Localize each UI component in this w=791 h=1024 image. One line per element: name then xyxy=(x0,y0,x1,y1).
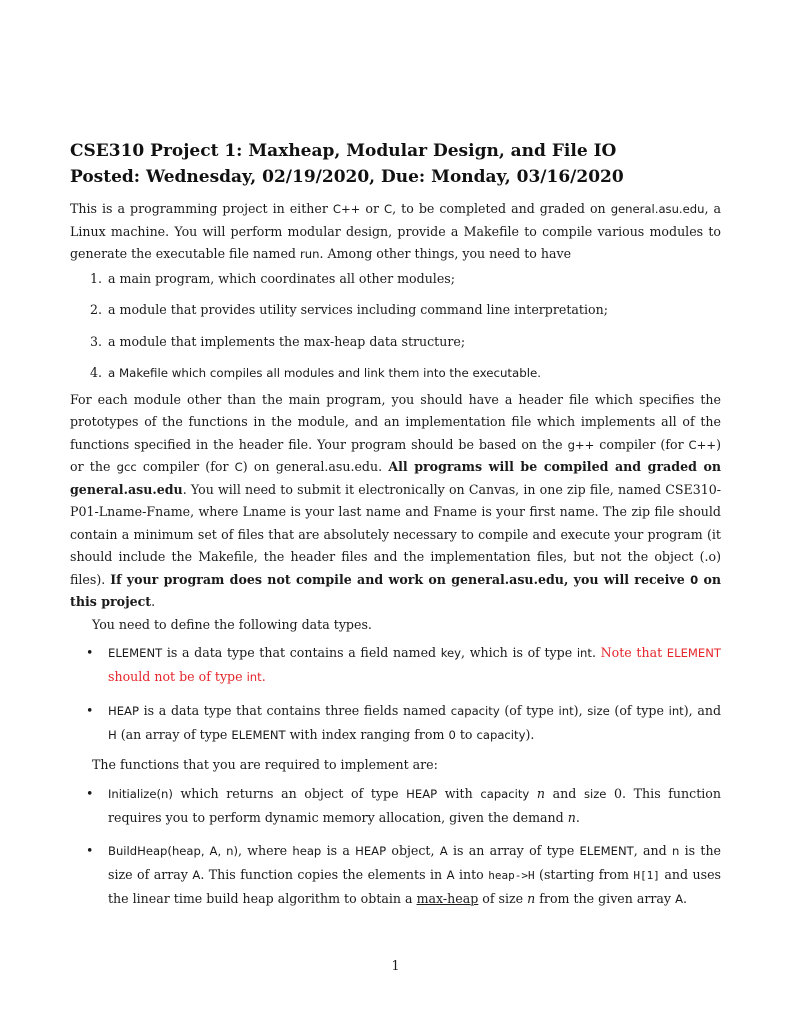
grading-note: All programs will be compiled and graded on general.asu.edu xyxy=(70,459,722,497)
list-item: • Initialize(n) which returns an object of type HEAP with capacity n and size 0. This function requires you to perform dynamic memory allocation, given the demand n. xyxy=(86,785,721,825)
function-signature: Initialize(n) xyxy=(108,786,173,801)
list-item: 4. a Makefile which compiles all modules and link them into the executable. xyxy=(89,365,542,380)
datatypes-intro: You need to define the following data types. xyxy=(92,616,372,632)
executable-name: run xyxy=(300,247,320,261)
title-line-2: Posted: Wednesday, 02/19/2020, Due: Monday, 03/16/2020 xyxy=(70,167,624,187)
list-item: 3. a module that implements the max-heap data structure; xyxy=(89,333,466,349)
list-item: • ELEMENT is a data type that contains a field named key, which is of type int. Note that ELEMENT should not be of type int. xyxy=(86,645,721,684)
page-title xyxy=(70,138,721,190)
requirements-list xyxy=(70,269,721,384)
element-type-note: Note that ELEMENT should not be of type int. xyxy=(108,645,721,684)
function-signature: BuildHeap(heap, A, n) xyxy=(108,843,238,858)
document-page xyxy=(70,138,721,921)
list-item: • BuildHeap(heap, A, n), where heap is a HEAP object, A is an array of type ELEMENT, and n is the size of array A. This function copies the elements in A into heap->H (starting from H[1] and uses the linear time build heap algorithm to obtain a max-heap of size n from the given array A. xyxy=(86,842,722,906)
maxheap-term: max-heap xyxy=(416,890,479,906)
list-item: 2. a module that provides utility services including command line interpretation; xyxy=(89,302,608,317)
page-number: 1 xyxy=(391,958,400,973)
host-name: general.asu.edu xyxy=(610,202,705,216)
datatypes-list xyxy=(70,641,721,747)
compile-warning: If your program does not compile and work on general.asu.edu, you will receive xyxy=(110,571,691,587)
submission-paragraph: For each module other than the main program, you should have a header file which specifies the prototypes of the functions in the module, and an implementation file which implements all of the functions specified in the header file. Your program should be based on the g++ compiler (for C++) or the gcc compiler (for C) on general.asu.edu. All programs will be compiled and graded on general.asu.edu. You will need to submit it electronically on Canvas, in one zip file, named CSE310-P01-Lname-Fname, where Lname is your last name and Fname is your first name. The zip file should contain a minimum set of files that are absolutely necessary to compile and execute your program (it should include the Makefile, the header files and the implementation files, but not the object (.o) files). If your program does not compile and work on general.asu.edu, you will receive 0 on this project. xyxy=(70,391,722,609)
functions-list xyxy=(70,782,721,911)
list-item: • HEAP is a data type that contains three fields named capacity (of type int), size (of type int), and H (an array of type ELEMENT with index ranging from 0 to capacity). xyxy=(86,703,722,742)
functions-intro: The functions that you are required to implement are: xyxy=(92,757,438,772)
title-line-1: CSE310 Project 1: Maxheap, Modular Design, and File IO xyxy=(70,141,617,161)
list-item: 1. a main program, which coordinates all other modules; xyxy=(89,270,455,286)
intro-paragraph: This is a programming project in either C++ or C, to be completed and graded on general.asu.edu, a Linux machine. You will perform modular design, provide a Makefile to compile various modules to generate the executable file named run. Among other things, you need to have xyxy=(70,201,721,261)
